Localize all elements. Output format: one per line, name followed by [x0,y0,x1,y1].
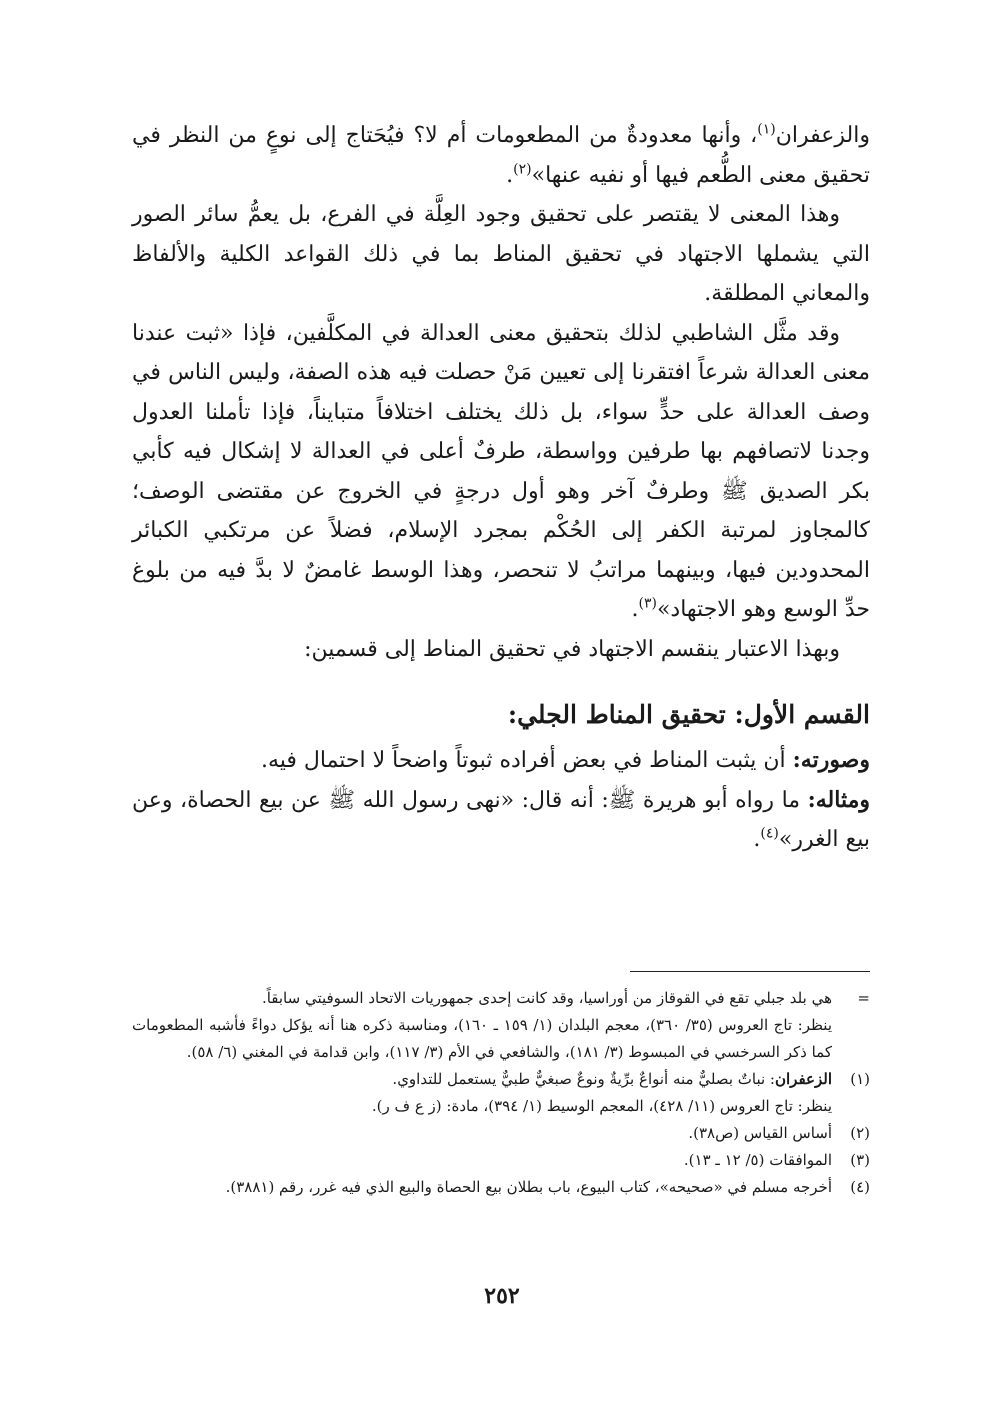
footnote-line: ينظر: تاج العروس (٣٥/ ٣٦٠)، معجم البلدان (١/ ١٥٩ ـ ١٦٠)، ومناسبة ذكره هنا أنه يؤكل دواءً فأشبه المطعومات كما ذكر السرخسي في المبسوط (٣/ ١٨١)، والشافعي في الأم (٣/ ١١٧)، وابن قدامة في المغني (٦/ ٥٨). [132,1016,833,1061]
text-run: . [506,162,514,188]
paragraph-2: وهذا المعنى لا يقتصر على تحقيق وجود العِلَّة في الفرع، بل يعمُّ سائر الصور التي يشملها الاجتهاد في تحقيق المناط بما في ذلك القواعد الكلية والألفاظ والمعاني المطلقة. [132,202,870,306]
footnote-line [132,1066,832,1093]
footnote-number: (٤) [850,1178,870,1196]
paragraph-4: وبهذا الاعتبار ينقسم الاجتهاد في تحقيق المناط إلى قسمين: [304,636,840,662]
footnote-body: أخرجه مسلم في «صحيحه»، كتاب البيوع، باب بطلان بيع الحصاة والبيع الذي فيه غرر، رقم (٣٨٨١). [225,1178,832,1196]
footnotes [132,985,870,1201]
footnote-divider [630,971,870,972]
text-run: ، وأنها معدودةٌ من المطعومات أم لا؟ فيُحَتاج إلى نوعٍ من النظر في تحقيق معنى الطُّعم فيها أو نفيه عنها» [132,123,870,188]
text-run: والزعفران [775,123,870,148]
footnote-line: ينظر: تاج العروس (١١/ ٤٢٨)، المعجم الوسيط (١/ ٣٩٤)، مادة: (ز ع ف ر). [371,1097,832,1115]
footnote-ref-4[interactable]: (٤) [760,825,779,842]
form-paragraph [132,741,870,781]
footnote-number: (٣) [850,1151,870,1169]
text-run: . [753,827,761,852]
paragraph-1 [132,116,870,195]
footnote-body [132,1066,832,1120]
text-run: . [631,597,639,622]
footnote-1 [132,1066,870,1120]
footnote-ref-2[interactable]: (٢) [513,161,532,178]
text-run: وقد مثَّل الشاطبي لذلك بتحقيق معنى العدالة في المكلَّفين، فإذا «ثبت عندنا معنى العدالة شرعاً افتقرنا إلى تعيين مَنْ حصلت فيه هذه الصفة، وليس الناس في وصف العدالة على حدٍّ سواء، بل ذلك يختلف اختلافاً متبايناً، فإذا تأملنا العدول وجدنا لاتصافهم بها طرفين وواسطة، طرفٌ أعلى في العدالة لا إشكال فيه كأبي بكر الصديق ﷺ وطرفٌ آخر وهو أول درجةٍ في الخروج عن مقتضى الوصف؛ كالمجاوز لمرتبة الكفر إلى الحُكْم بمجرد الإسلام، فضلاً عن مرتكبي الكبائر المحدودين فيها، وبينهما مراتبُ لا تنحصر، وهذا الوسط غامضٌ لا بدَّ فيه من بلوغ حدِّ الوسع وهو الاجتهاد» [132,320,870,622]
footnote-2 [132,1120,870,1147]
footnote-continuation [132,985,870,1066]
paragraph-3 [132,314,870,630]
footnote-3 [132,1147,870,1174]
footnote-4 [132,1174,870,1201]
footnote-ref-1[interactable]: (١) [757,121,776,138]
footnote-number: (٢) [850,1124,870,1142]
example-paragraph [132,781,870,860]
footnote-number: (١) [850,1070,870,1088]
footnote-body: أساس القياس (ص٣٨). [688,1124,832,1142]
page-number: ٢٥٢ [484,1283,520,1309]
main-text [132,116,870,860]
continuation-mark: = [857,989,870,1007]
example-label: ومثاله: [807,786,871,813]
section-title: تحقيق المناط الجلي: [507,700,726,729]
form-label: وصورته: [792,747,870,773]
form-text: أن يثبت المناط في بعض أفراده ثبوتاً واضحاً لا احتمال فيه. [260,748,786,773]
section-heading [132,693,870,737]
section-label: القسم الأول: [734,700,870,729]
footnote-body: الموافقات (٥/ ١٢ ـ ١٣). [683,1151,832,1169]
footnote-ref-3[interactable]: (٣) [638,595,657,612]
footnote-line: هي بلد جبلي تقع في القوقاز من أوراسيا، وقد كانت إحدى جمهوريات الاتحاد السوفيتي سابقاً. [261,989,832,1007]
example-text: ما رواه أبو هريرة ﷺ: أنه قال: «نهى رسول الله ﷺ عن بيع الحصاة، وعن بيع الغرر» [132,787,870,852]
footnote-term: الزعفران [774,1070,832,1088]
footnote-text: : نباتٌ بصليٌّ منه أنواعٌ برِّيةٌ ونوعٌ صبغيٌّ طبيٌّ يستعمل للتداوي. [392,1070,775,1088]
footnote-continuation-body [132,985,832,1066]
